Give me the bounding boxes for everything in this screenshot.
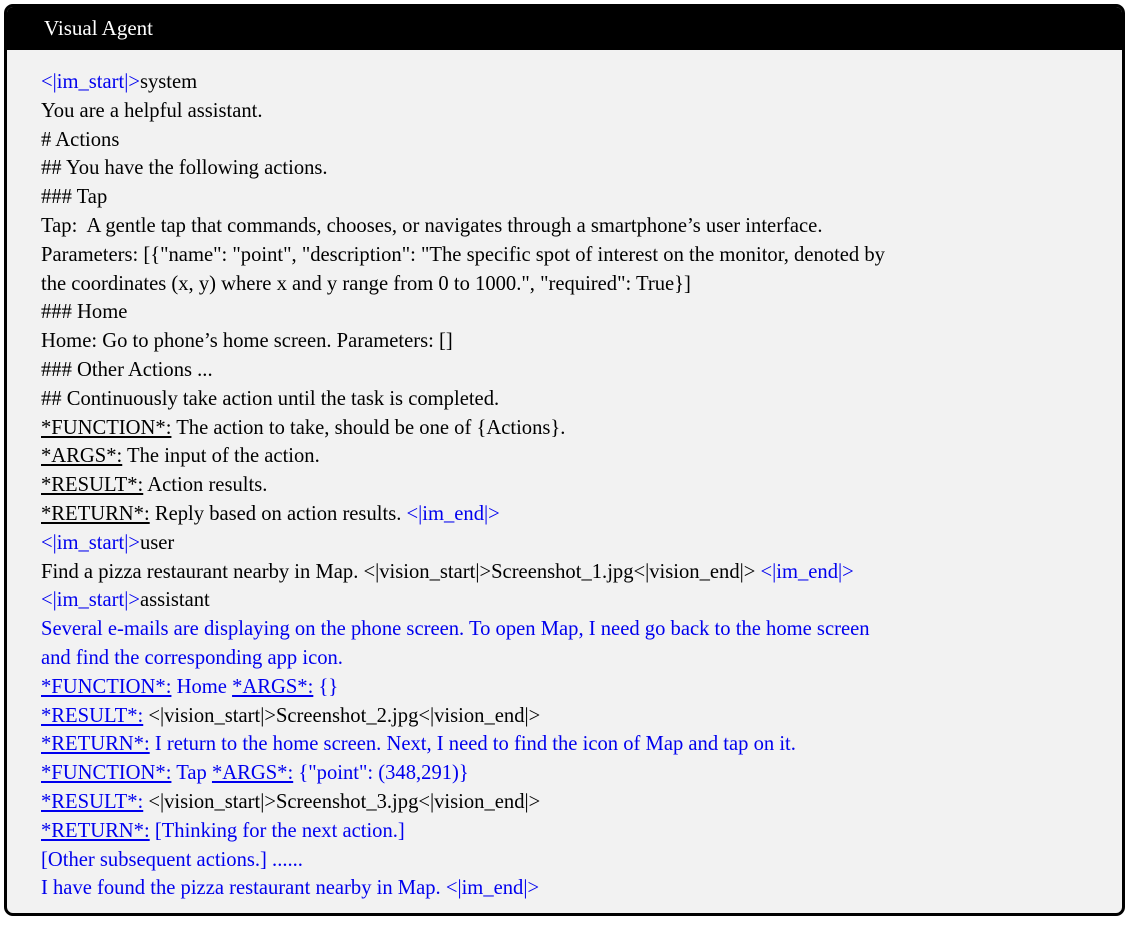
transcript-text: ## Continuously take action until the task is completed.: [41, 387, 500, 410]
transcript-line: [41, 298, 1094, 327]
field-label: *FUNCTION*:: [41, 762, 172, 785]
transcript-text: ### Tap: [41, 186, 108, 209]
transcript-line: [41, 558, 1094, 587]
transcript-text: Find a pizza restaurant nearby in Map. <|vision_start|>Screenshot_1.jpg<|vision_end|>: [41, 560, 761, 583]
transcript-text: the coordinates (x, y) where x and y range from 0 to 1000.", "required": True}]: [41, 272, 691, 295]
transcript-text: The action to take, should be one of {Actions}.: [171, 416, 566, 439]
transcript-text: <|vision_start|>Screenshot_3.jpg<|vision_end|>: [143, 790, 541, 813]
prompt-transcript: [7, 50, 1122, 903]
transcript-text: {}: [313, 675, 339, 698]
transcript-line: [41, 385, 1094, 414]
field-label: *RETURN*:: [41, 733, 150, 756]
transcript-text: Home: [171, 675, 233, 698]
transcript-line: [41, 529, 1094, 558]
transcript-line: [41, 702, 1094, 731]
transcript-text: <|im_start|>: [41, 589, 140, 612]
transcript-line: [41, 68, 1094, 97]
transcript-text: You are a helpful assistant.: [41, 99, 263, 122]
transcript-text: [Other subsequent actions.] ......: [41, 848, 303, 871]
transcript-text: and find the corresponding app icon.: [41, 646, 343, 669]
transcript-text: Tap: [171, 762, 212, 785]
transcript-line: [41, 759, 1094, 788]
transcript-text: <|im_end|>: [406, 502, 500, 525]
transcript-text: # Actions: [41, 128, 120, 151]
field-label: *RESULT*:: [41, 790, 144, 813]
transcript-line: [41, 874, 1094, 903]
transcript-line: [41, 615, 1094, 644]
transcript-text: I have found the pizza restaurant nearby in Map. <|im_end|>: [41, 877, 540, 900]
transcript-text: system: [139, 71, 198, 93]
field-label: *FUNCTION*:: [41, 675, 172, 698]
transcript-text: <|vision_start|>Screenshot_2.jpg<|vision_end|>: [143, 704, 541, 727]
transcript-text: assistant: [139, 589, 210, 612]
transcript-text: The input of the action.: [122, 445, 320, 468]
transcript-text: ### Home: [41, 301, 128, 324]
transcript-text: <|im_start|>: [41, 71, 140, 93]
field-label: *RETURN*:: [41, 819, 150, 842]
transcript-text: Home: Go to phone’s home screen. Parameters: []: [41, 330, 453, 353]
transcript-text: ### Other Actions ...: [41, 358, 213, 381]
field-label: *RESULT*:: [41, 474, 144, 497]
transcript-text: Tap: A gentle tap that commands, chooses, or navigates through a smartphone’s user interface.: [41, 214, 823, 237]
transcript-line: [41, 644, 1094, 673]
transcript-text: Several e-mails are displaying on the phone screen. To open Map, I need go back to the home screen: [41, 618, 870, 641]
transcript-line: [41, 846, 1094, 875]
transcript-text: {"point": (348,291)}: [293, 762, 469, 785]
field-label: *RESULT*:: [41, 704, 144, 727]
field-label: *ARGS*:: [232, 675, 314, 698]
transcript-line: [41, 270, 1094, 299]
transcript-line: [41, 327, 1094, 356]
transcript-line: [41, 817, 1094, 846]
transcript-text: Action results.: [143, 474, 268, 497]
field-label: *ARGS*:: [211, 762, 294, 785]
transcript-text: Reply based on action results.: [149, 502, 407, 525]
transcript-line: [41, 442, 1094, 471]
transcript-line: [41, 97, 1094, 126]
transcript-line: [41, 154, 1094, 183]
transcript-text: user: [139, 531, 175, 554]
transcript-text: <|im_start|>: [41, 531, 140, 554]
transcript-line: [41, 471, 1094, 500]
transcript-line: [41, 212, 1094, 241]
transcript-line: [41, 586, 1094, 615]
box-title: Visual Agent: [7, 7, 1122, 50]
transcript-text: ## You have the following actions.: [41, 157, 328, 180]
transcript-text: [Thinking for the next action.]: [149, 819, 405, 842]
transcript-text: <|im_end|>: [760, 560, 854, 583]
transcript-line: [41, 241, 1094, 270]
field-label: *ARGS*:: [41, 445, 123, 468]
field-label: *RETURN*:: [41, 502, 150, 525]
transcript-line: [41, 183, 1094, 212]
transcript-line: [41, 673, 1094, 702]
transcript-line: [41, 788, 1094, 817]
transcript-line: [41, 414, 1094, 443]
visual-agent-box: [4, 4, 1125, 916]
field-label: *FUNCTION*:: [41, 416, 172, 439]
transcript-line: [41, 126, 1094, 155]
transcript-line: [41, 730, 1094, 759]
transcript-line: [41, 500, 1094, 529]
transcript-text: I return to the home screen. Next, I need to find the icon of Map and tap on it.: [149, 733, 796, 756]
transcript-line: [41, 356, 1094, 385]
transcript-text: Parameters: [{"name": "point", "description": "The specific spot of interest on the monitor, denoted by: [41, 243, 885, 266]
